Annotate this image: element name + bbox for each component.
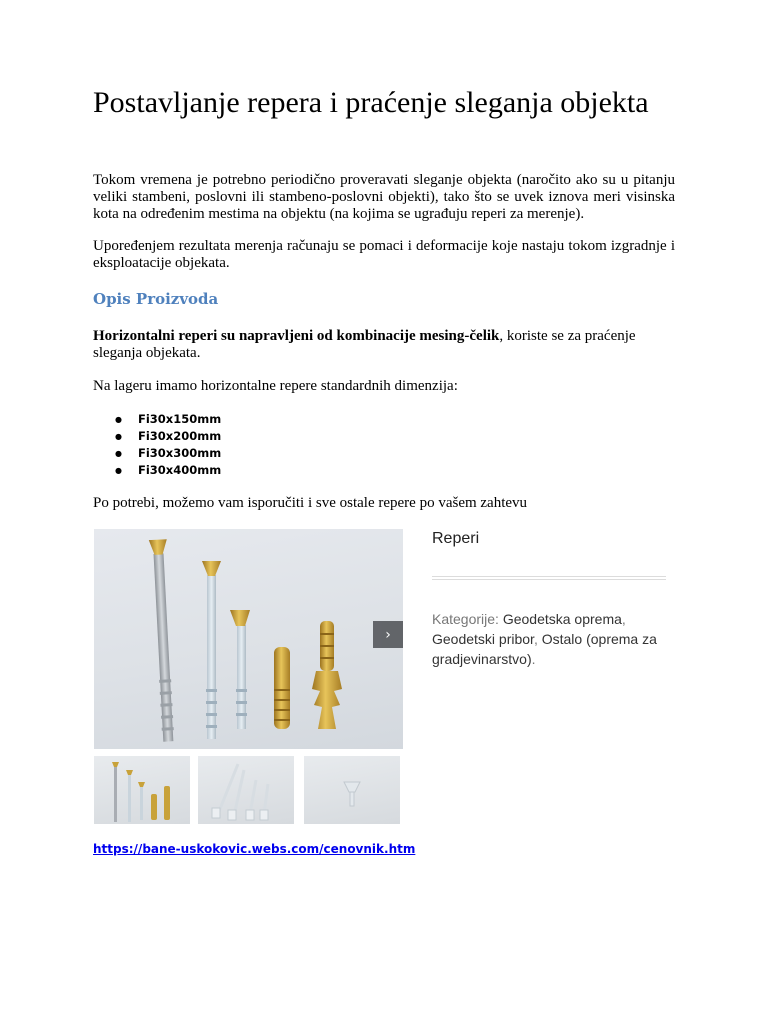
section-heading: Opis Proizvoda [93,290,219,308]
divider [432,579,666,580]
category-link[interactable]: Geodetski pribor [432,631,534,647]
product-categories: Kategorije: Geodetska oprema, Geodetski pribor, Ostalo (oprema za gradjevinarstvo). [432,611,657,667]
custom-order-note: Po potrebi, možemo vam isporučiti i sve ostale repere po vašem zahtevu [93,495,528,511]
comparison-paragraph: Upoređenjem rezultata merenja računaju se pomaci i deformacije koje nastaju tokom izgradnje i eksploatacije objekata. [93,238,675,271]
thumbnail-image [94,756,190,824]
product-title: Reperi [432,530,480,547]
description-paragraph [93,328,675,362]
chevron-right-icon: › [385,626,391,643]
categories-label: Kategorije: [432,611,499,627]
thumbnail-image [304,756,400,824]
page-title: Postavljanje repera i praćenje sleganja objekta [93,86,649,119]
thumbnail-1[interactable] [94,756,190,824]
divider [432,576,666,577]
price-list-link[interactable]: https://bane-uskokovic.webs.com/cenovnik.htm [93,842,416,856]
stock-intro: Na lageru imamo horizontalne repere standardnih dimenzija: [93,378,458,394]
list-item: ● Fi30x400mm [93,462,221,479]
list-item: ● Fi30x200mm [93,428,221,445]
list-item: ● Fi30x300mm [93,445,221,462]
intro-paragraph: Tokom vremena je potrebno periodično proveravati sleganje objekta (naročito ako su u pitanju veliki stambeni, poslovni ili stambeno-poslovni objekti), tako što se uvek iznova meri visinska kota na određenim mestima na objektu (na kojima se ugrađuju reperi za merenje). [93,172,675,222]
thumbnail-2[interactable] [198,756,294,824]
next-image-button[interactable] [373,621,403,648]
list-item: ● Fi30x150mm [93,411,221,428]
benchmarks-illustration [94,529,403,749]
thumbnail-3[interactable] [304,756,400,824]
product-photo[interactable] [94,529,403,749]
category-link[interactable]: Geodetska oprema [502,611,622,627]
size-list [93,411,221,479]
thumbnail-image [198,756,294,824]
product-info-panel [432,529,666,667]
category-link[interactable]: Ostalo (oprema za gradjevinarstvo) [432,631,657,667]
description-bold: Horizontalni reperi su napravljeni od kombinacije mesing-čelik [93,328,500,344]
description-rest: , koriste se za praćenje sleganja objekata. [93,328,636,361]
